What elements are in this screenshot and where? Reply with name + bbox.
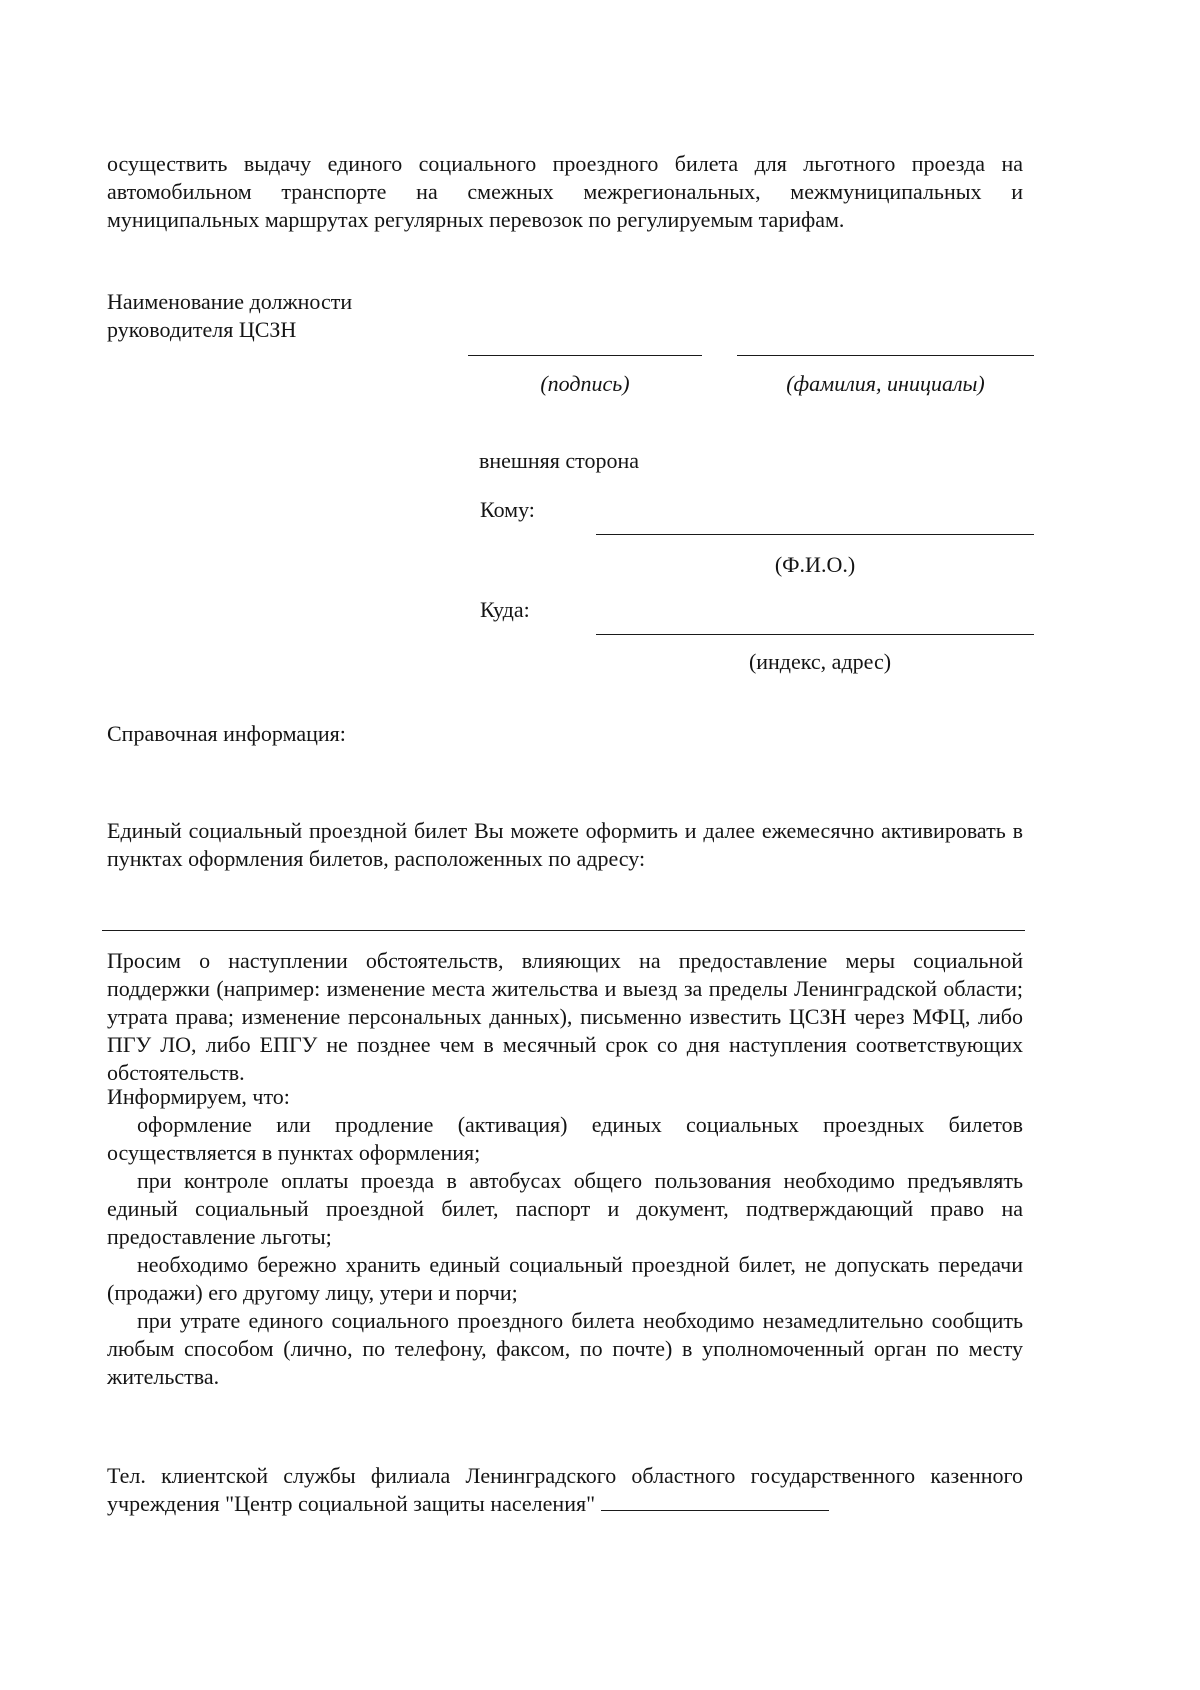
notice-paragraph: Просим о наступлении обстоятельств, влияющих на предоставление меры социальной поддержки (например: изменение места жительства и выезд за пределы Ленинградской области; утрата права; изменение персональных данных), письменно известить ЦСЗН через МФЦ, либо ПГУ ЛО, либо ЕПГУ не позднее чем в месячный срок со дня наступления соответствующих обстоятельств. [107,948,1023,1085]
inform-item: оформление или продление (активация) единых социальных проездных билетов осуществляется в пунктах оформления; [107,1112,1023,1165]
recipient-name-line [596,534,1034,535]
phone-paragraph [107,1462,1023,1518]
name-caption: (фамилия, инициалы) [786,371,985,396]
inform-title: Информируем, что: [107,1084,290,1109]
to-label: Кому: [480,497,535,522]
phone-text: Тел. клиентской службы филиала Ленинградского областного государственного казенного учреждения "Центр социальной защиты населения" [107,1463,1023,1516]
recipient-address-line [596,634,1034,635]
envelope-title: внешняя сторона [479,448,640,473]
inform-section [107,1083,1023,1391]
inform-item: при контроле оплаты проезда в автобусах общего пользования необходимо предъявлять единый социальный проездной билет, паспорт и документ, подтверждающий право на предоставление льготы; [107,1168,1023,1249]
recipient-name-caption: (Ф.И.О.) [774,552,856,577]
address-label: Куда: [480,597,530,622]
recipient-address-caption: (индекс, адрес) [748,649,892,674]
signature-line [468,355,702,356]
position-title-line-2: руководителя ЦСЗН [107,317,297,342]
signature-caption: (подпись) [540,371,630,396]
phone-blank-line [601,1490,829,1511]
position-title [107,288,487,344]
position-title-line-1: Наименование должности [107,289,353,314]
ticket-info-paragraph: Единый социальный проездной билет Вы можете оформить и далее ежемесячно активировать в пунктах оформления билетов, расположенных по адресу: [107,818,1023,871]
name-line [737,355,1034,356]
inform-item: необходимо бережно хранить единый социальный проездной билет, не допускать передачи (продажи) его другому лицу, утери и порчи; [107,1252,1023,1305]
section-divider [102,930,1025,931]
inform-item: при утрате единого социального проездного билета необходимо незамедлительно сообщить любым способом (лично, по телефону, факсом, по почте) в уполномоченный орган по месту жительства. [107,1308,1023,1389]
reference-title: Справочная информация: [107,721,346,746]
intro-paragraph: осуществить выдачу единого социального проездного билета для льготного проезда на автомобильном транспорте на смежных межрегиональных, межмуниципальных и муниципальных маршрутах регулярных перевозок по регулируемым тарифам. [107,151,1023,232]
